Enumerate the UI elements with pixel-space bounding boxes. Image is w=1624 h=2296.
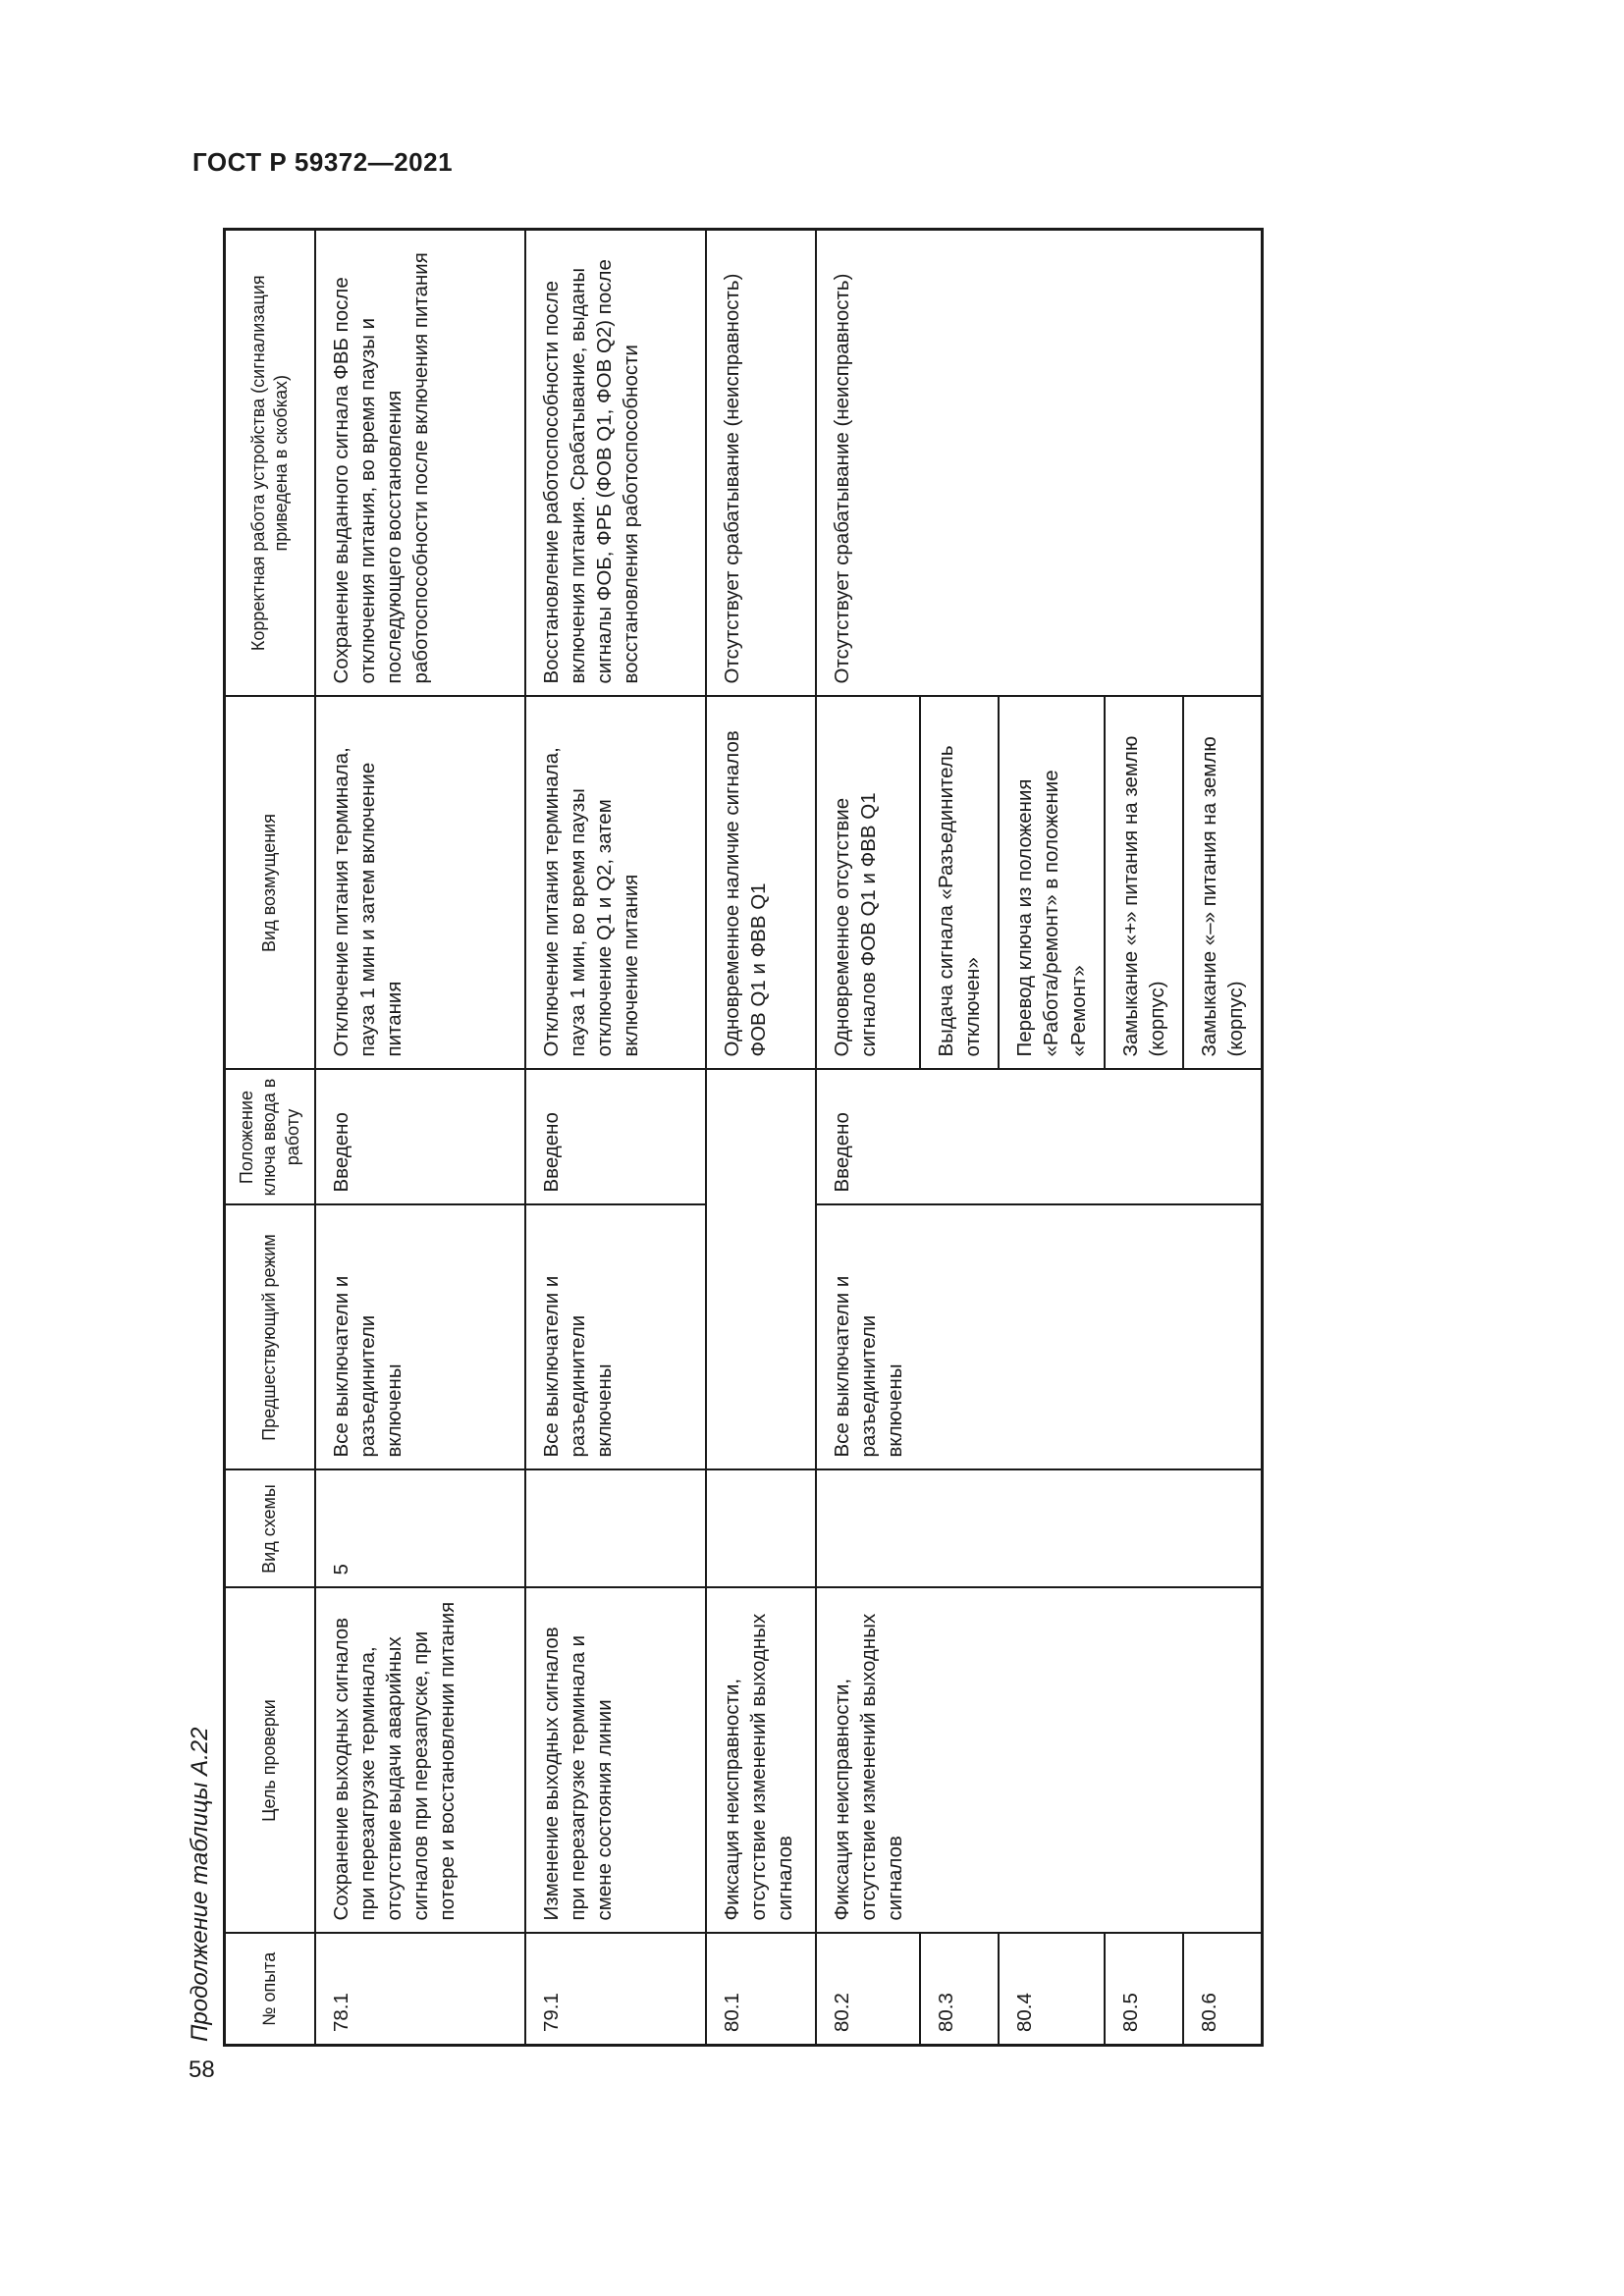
cell-scheme	[706, 1470, 816, 1588]
col-header-prev-mode: Предшествующий режим	[225, 1205, 316, 1470]
cell-key: Введено	[816, 1070, 920, 1205]
cell-goal: Сохранение выходных сигналов при перезагрузке терминала, отсутствие выдачи аварийных сигналов при перезапуске, при потере и восстановлении питания	[315, 1588, 525, 1934]
cell-correct	[1105, 230, 1183, 697]
cell-correct: Восстановление работоспособности после включения питания. Срабатывание, выданы сигналы ФОБ, ФРБ (ФОВ Q1, ФОВ Q2) после восстановления работоспособности	[525, 230, 706, 697]
cell-num: 79.1	[525, 1934, 706, 2046]
cell-prev-mode	[1105, 1205, 1183, 1470]
cell-goal	[920, 1588, 999, 1934]
table-row	[1183, 230, 1263, 2046]
col-header-num: № опыта	[225, 1934, 316, 2046]
cell-prev-mode	[706, 1205, 816, 1470]
cell-correct	[920, 230, 999, 697]
test-table	[223, 228, 1264, 2047]
cell-scheme	[816, 1470, 920, 1588]
cell-disturbance: Одновременное наличие сигналов ФОВ Q1 и ФВВ Q1	[706, 697, 816, 1070]
table-row	[315, 230, 525, 2046]
cell-goal	[1105, 1588, 1183, 1934]
cell-key	[706, 1070, 816, 1205]
cell-prev-mode: Все выключатели и разъединители включены	[816, 1205, 920, 1470]
cell-key	[999, 1070, 1104, 1205]
cell-goal	[1183, 1588, 1263, 1934]
table-row	[999, 230, 1104, 2046]
cell-num: 80.6	[1183, 1934, 1263, 2046]
col-header-key: Положение ключа ввода в работу	[225, 1070, 316, 1205]
cell-num: 80.5	[1105, 1934, 1183, 2046]
cell-num: 80.4	[999, 1934, 1104, 2046]
col-header-goal: Цель проверки	[225, 1588, 316, 1934]
cell-disturbance: Замыкание «+» питания на землю (корпус)	[1105, 697, 1183, 1070]
cell-disturbance: Отключение питания терминала, пауза 1 мин, во время паузы отключение Q1 и Q2, затем включение питания	[525, 697, 706, 1070]
cell-key	[1105, 1070, 1183, 1205]
cell-scheme	[1183, 1470, 1263, 1588]
cell-key	[1183, 1070, 1263, 1205]
col-header-disturbance: Вид возмущения	[225, 697, 316, 1070]
rotated-table-container	[223, 231, 1256, 2047]
cell-correct: Отсутствует срабатывание (неисправность)	[816, 230, 920, 697]
col-header-correct: Корректная работа устройства (сигнализация приведена в скобках)	[225, 230, 316, 697]
table-row	[706, 230, 816, 2046]
cell-prev-mode	[920, 1205, 999, 1470]
col-header-scheme: Вид схемы	[225, 1470, 316, 1588]
cell-correct	[999, 230, 1104, 697]
table-row	[525, 230, 706, 2046]
cell-disturbance: Замыкание «–» питания на землю (корпус)	[1183, 697, 1263, 1070]
table-caption: Продолжение таблицы А.22	[187, 1727, 213, 2042]
cell-num: 80.1	[706, 1934, 816, 2046]
cell-scheme: 5	[315, 1470, 525, 1588]
cell-num: 80.3	[920, 1934, 999, 2046]
page-number: 58	[189, 2056, 215, 2083]
table-row	[816, 230, 920, 2046]
cell-key: Введено	[315, 1070, 525, 1205]
cell-correct	[1183, 230, 1263, 697]
document-header: ГОСТ Р 59372—2021	[192, 147, 454, 177]
cell-prev-mode: Все выключатели и разъединители включены	[315, 1205, 525, 1470]
cell-goal	[999, 1588, 1104, 1934]
cell-disturbance: Отключение питания терминала, пауза 1 мин и затем включение питания	[315, 697, 525, 1070]
cell-num: 80.2	[816, 1934, 920, 2046]
cell-scheme	[1105, 1470, 1183, 1588]
cell-prev-mode	[1183, 1205, 1263, 1470]
cell-key	[920, 1070, 999, 1205]
table-header-row	[225, 230, 316, 2046]
cell-correct: Сохранение выданного сигнала ФВБ после отключения питания, во время паузы и последующего восстановления работоспособности после включения питания	[315, 230, 525, 697]
table-row	[920, 230, 999, 2046]
cell-prev-mode	[999, 1205, 1104, 1470]
cell-num: 78.1	[315, 1934, 525, 2046]
cell-disturbance: Одновременное отсутствие сигналов ФОВ Q1 и ФВВ Q1	[816, 697, 920, 1070]
cell-scheme	[525, 1470, 706, 1588]
cell-goal: Фиксация неисправности, отсутствие изменений выходных сигналов	[816, 1588, 920, 1934]
cell-goal: Фиксация неисправности, отсутствие изменений выходных сигналов	[706, 1588, 816, 1934]
cell-goal: Изменение выходных сигналов при перезагрузке терминала и смене состояния линии	[525, 1588, 706, 1934]
cell-disturbance: Выдача сигнала «Разъединитель отключен»	[920, 697, 999, 1070]
cell-correct: Отсутствует срабатывание (неисправность)	[706, 230, 816, 697]
table-row	[1105, 230, 1183, 2046]
cell-scheme	[999, 1470, 1104, 1588]
cell-scheme	[920, 1470, 999, 1588]
cell-prev-mode: Все выключатели и разъединители включены	[525, 1205, 706, 1470]
cell-disturbance: Перевод ключа из положения «Работа/ремонт» в положение «Ремонт»	[999, 697, 1104, 1070]
cell-key: Введено	[525, 1070, 706, 1205]
